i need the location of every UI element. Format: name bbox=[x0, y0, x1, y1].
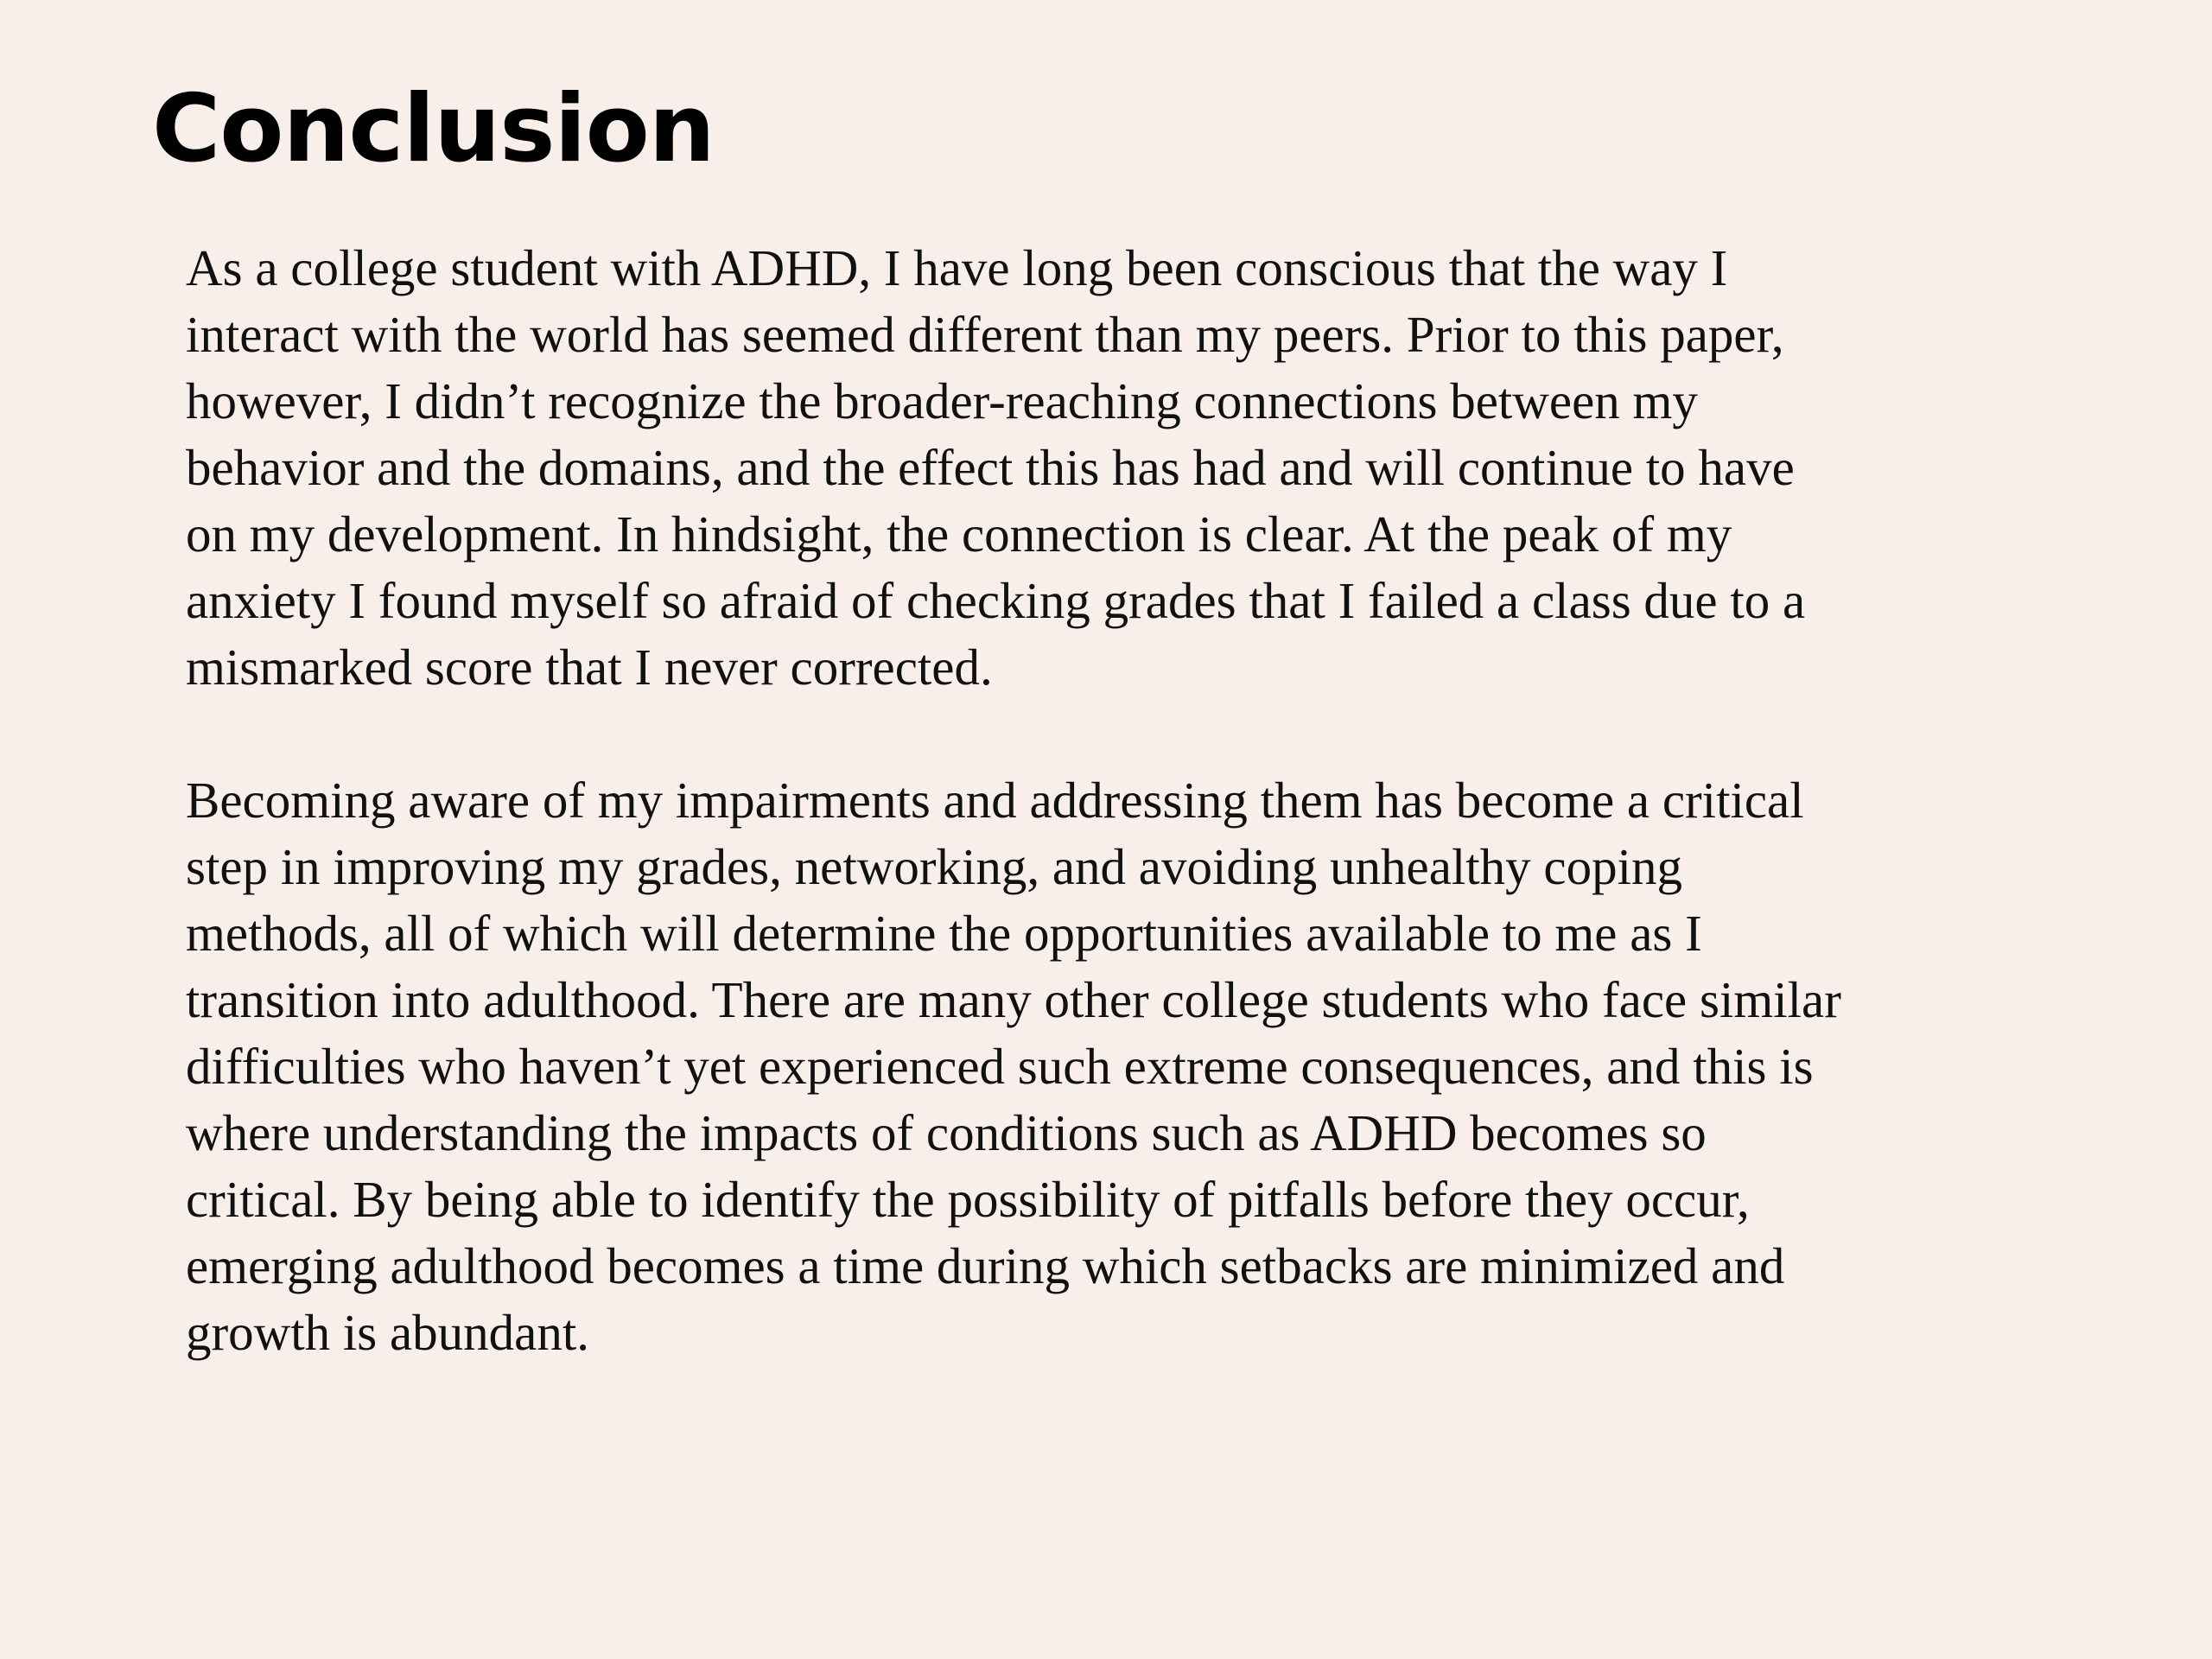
slide-title: Conclusion bbox=[152, 75, 715, 183]
paragraph-adhd-experience: As a college student with ADHD, I have long been conscious that the way I interact with the world has seemed different than my peers. Prior to this paper, however, I didn’t recognize the broader-reaching connections between my behavior and the domains, and the effect this has had and will continue to have on my development. In hindsight, the connection is clear. At the peak of my anxiety I found myself so afraid of checking grades that I failed a class due to a mismarked score that I never corrected. bbox=[186, 239, 1806, 696]
paragraph-awareness-growth: Becoming aware of my impairments and addressing them has become a critical step in improving my grades, networking, and avoiding unhealthy coping methods, all of which will determine the opportunities available to me as I transition into adulthood. There are many other college students who face similar difficulties who haven’t yet experienced such extreme consequences, and this is where understanding the impacts of conditions such as ADHD becomes so critical. By being able to identify the possibility of pitfalls before they occur, emerging adulthood becomes a time during which setbacks are minimized and growth is abundant. bbox=[186, 772, 1841, 1361]
slide-body bbox=[186, 235, 2035, 1366]
